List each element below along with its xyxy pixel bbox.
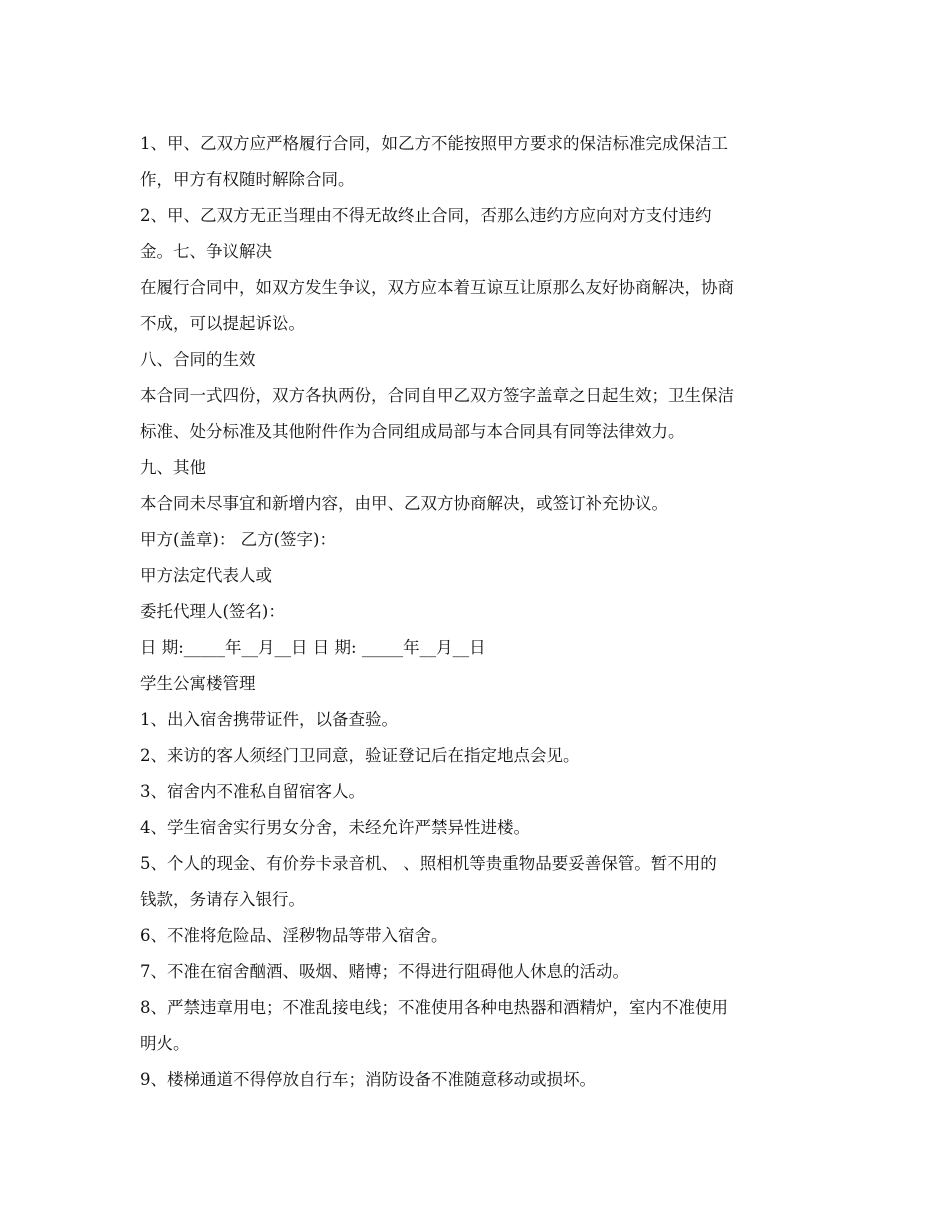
text-line: 钱款，务请存入银行。 [140, 890, 305, 909]
text-line: 在履行合同中，如双方发生争议，双方应本着互谅互让原那么友好协商解决，协商 [140, 278, 734, 297]
signature-line: 甲方法定代表人或 [140, 566, 272, 585]
text-line: 6、不准将危险品、淫秽物品等带入宿舍。 [140, 926, 448, 945]
text-line: 8、严禁违章用电；不准乱接电线；不准使用各种电热器和酒精炉，室内不准使用 [140, 998, 728, 1017]
text-line: 5、个人的现金、有价券卡录音机、 、照相机等贵重物品要妥善保管。暂不用的 [140, 854, 717, 873]
signature-line: 甲方(盖章)： 乙方(签字)： [140, 530, 336, 549]
text-line: 4、学生宿舍实行男女分舍，未经允许严禁异性进楼。 [140, 818, 530, 837]
text-line: 7、不准在宿舍酗酒、吸烟、赌博；不得进行阻碍他人休息的活动。 [140, 962, 629, 981]
text-line: 不成，可以提起诉讼。 [140, 314, 305, 333]
text-line: 1、甲、乙双方应严格履行合同，如乙方不能按照甲方要求的保洁标准完成保洁工 [140, 134, 728, 153]
text-line: 本合同未尽事宜和新增内容，由甲、乙双方协商解决，或签订补充协议。 [140, 494, 668, 513]
date-line: 日 期:_____年__月__日 日 期: _____年__月__日 [140, 638, 486, 657]
section-heading: 学生公寓楼管理 [140, 674, 256, 693]
text-line: 9、楼梯通道不得停放自行车；消防设备不准随意移动或损坏。 [140, 1070, 596, 1089]
signature-line: 委托代理人(签名)： [140, 602, 285, 621]
text-line: 本合同一式四份，双方各执两份，合同自甲乙双方签字盖章之日起生效；卫生保洁 [140, 386, 734, 405]
document-body [140, 126, 820, 1098]
section-heading: 九、其他 [140, 458, 206, 477]
text-line: 1、出入宿舍携带证件，以备查验。 [140, 710, 398, 729]
text-line: 标准、处分标准及其他附件作为合同组成局部与本合同具有同等法律效力。 [140, 422, 685, 441]
text-line: 3、宿舍内不准私自留宿客人。 [140, 782, 365, 801]
text-line: 明火。 [140, 1034, 190, 1053]
text-line: 2、甲、乙双方无正当理由不得无故终止合同，否那么违约方应向对方支付违约 [140, 206, 712, 225]
text-line: 作，甲方有权随时解除合同。 [140, 170, 355, 189]
text-line: 金。七、争议解决 [140, 242, 272, 261]
section-heading: 八、合同的生效 [140, 350, 256, 369]
text-line: 2、来访的客人须经门卫同意，验证登记后在指定地点会见。 [140, 746, 580, 765]
